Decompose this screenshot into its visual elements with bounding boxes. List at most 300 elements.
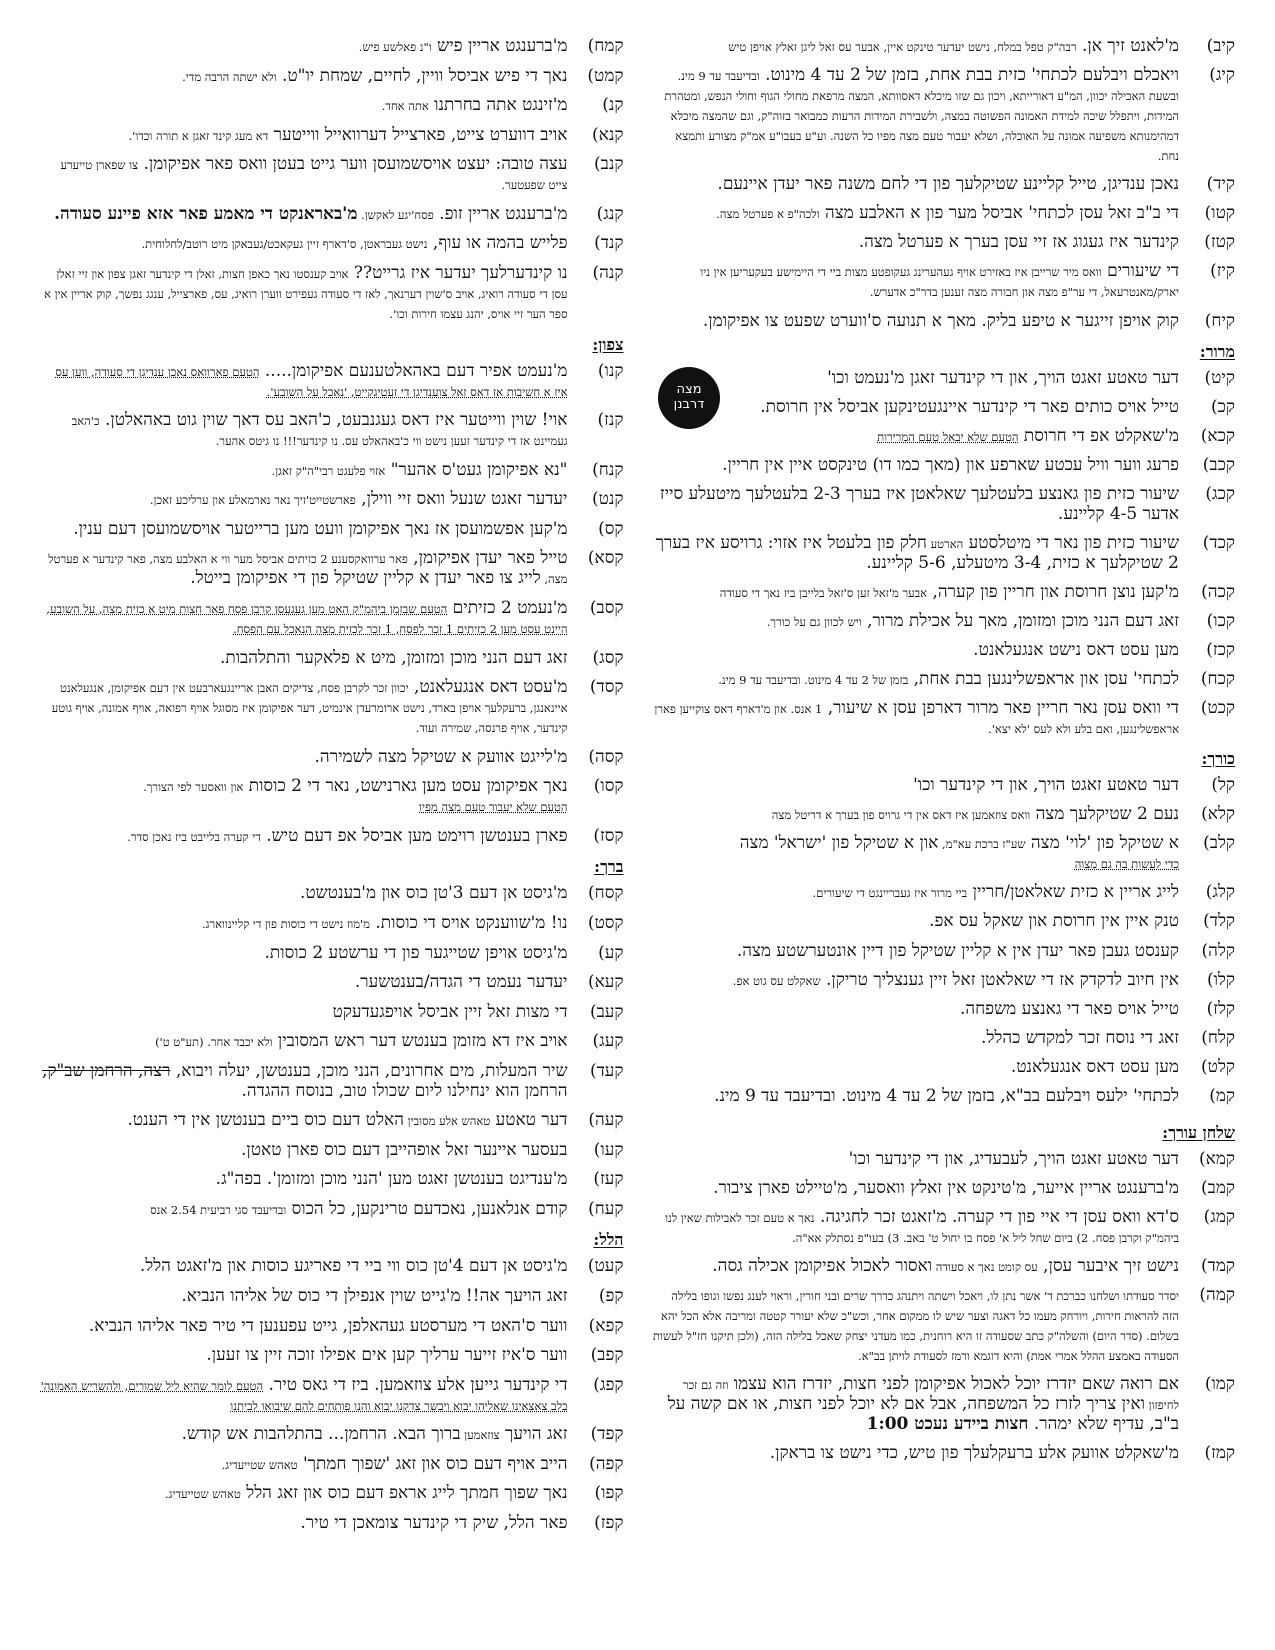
entry-main-text: מען עסט דאס נישט אנגעלאנט. xyxy=(973,640,1179,661)
entry-main-text: יעדער נעמט די הגדה/בענטשער. xyxy=(354,972,568,993)
list-item xyxy=(40,883,624,903)
entry-number: קפג) xyxy=(593,1374,624,1395)
entry-main-text: די וואס עסן נאר חריין פאר מרור דארפן עסן א שיעור, xyxy=(822,698,1179,719)
entry-number: קסב) xyxy=(589,597,624,618)
entry-note: כ'האב געמיינט אז די קינדער זעען נישט ווי כ'באהאלט עס. נו קינדער!!! נו גיטס אהער. xyxy=(71,414,568,449)
entry-main-text: הייב אויף דעם כוס און זאג 'שפוך חמתך' xyxy=(297,1453,568,1474)
entry-text xyxy=(40,1345,568,1365)
entry-text xyxy=(40,1256,568,1276)
entry-main-text: מ'קען נוצן חרוסת און חריין פון קערה, xyxy=(927,581,1179,602)
entry-number: קנג) xyxy=(596,203,624,224)
entry-number: קיג) xyxy=(1209,65,1235,86)
list-item xyxy=(652,261,1236,301)
list-item xyxy=(40,1454,624,1474)
list-item xyxy=(652,1178,1236,1198)
entry-main-text: שיעור כזית פון נאר די מיטלסטע xyxy=(963,532,1179,553)
entry-number: קלז) xyxy=(1206,998,1235,1019)
entry-text xyxy=(40,943,568,963)
entry-text xyxy=(652,1285,1180,1365)
entry-number: קנח) xyxy=(592,459,624,480)
right-column xyxy=(652,36,1236,1630)
list-item xyxy=(652,611,1236,631)
entry-number: קיד) xyxy=(1206,174,1235,195)
entry-number: קכז) xyxy=(1206,640,1235,661)
entry-number: קסו) xyxy=(593,776,624,797)
entry-number: קכא) xyxy=(1200,425,1235,446)
entry-number: קלה) xyxy=(1201,940,1235,961)
entry-number: קכח) xyxy=(1200,669,1235,690)
entry-number: קסז) xyxy=(593,825,624,846)
entry-main-text: נישט זיך איבער עסן, xyxy=(1037,1255,1179,1276)
entry-number: קפו) xyxy=(594,1483,624,1504)
list-item xyxy=(40,519,624,539)
entry-number: קסה) xyxy=(588,746,624,767)
entry-text xyxy=(40,776,568,816)
entry-main-text: לכתחי' ילעס ויבלעם בב"א, בזמן של 2 עד 4 מינוט. ובדיעבד עד 9 מינ. xyxy=(714,1085,1179,1106)
list-item xyxy=(40,1256,624,1276)
list-item xyxy=(40,1424,624,1444)
entry-main-text-2: ואין צריך לזרז כל המשפחה, אבל אם לא יוכל לפני חצות, או אם קשה על ב"ב, עדיף שלא ימהר. xyxy=(667,1394,1179,1435)
entry-note: צוזאמען xyxy=(460,1428,500,1443)
left-column xyxy=(40,36,624,1630)
entry-number: קפב) xyxy=(590,1345,624,1366)
list-item xyxy=(40,36,624,56)
entry-number: קעב) xyxy=(589,1001,624,1022)
entry-note: אבער מ'זאל זען ס'זאל בלייבן ביז נאך די סעודה xyxy=(719,585,928,600)
list-item xyxy=(40,1199,624,1219)
entry-number: קסח) xyxy=(588,883,624,904)
entry-number: קנט) xyxy=(591,489,624,510)
entry-number: קסג) xyxy=(592,647,624,668)
list-item xyxy=(652,426,1236,446)
entry-text xyxy=(652,941,1180,961)
entry-number: קכב) xyxy=(1202,454,1235,475)
entry-note: 1 אנס. און מ'דארף דאס צוקייען פארן אראפשלינגען, ואם בלע ולא לעס 'לא יצא'. xyxy=(654,702,1179,737)
entry-note: ובדיעבד סגי רביעית 2.54 אנס xyxy=(150,1202,287,1217)
entry-note: אתה אחד. xyxy=(381,99,429,114)
entry-number: קע) xyxy=(598,942,624,963)
entry-note: עס קומט נאך א סעודה xyxy=(932,1259,1038,1274)
entry-number: קל) xyxy=(1211,775,1235,796)
entry-main-text: לייג אריין א כזית שאלאטן/חריין xyxy=(967,882,1179,903)
list-item xyxy=(40,943,624,963)
list-item xyxy=(40,1316,624,1336)
entry-text xyxy=(40,1110,568,1130)
entry-number: קנב) xyxy=(594,154,624,175)
entry-text xyxy=(40,1483,568,1503)
list-item xyxy=(652,1057,1236,1077)
entry-main-text-2: ברוך הבא. הרחמן... בהתלהבות אש קודש. xyxy=(181,1424,461,1445)
entry-note: דא מעג קינד זאגן א תורה וכדו'. xyxy=(128,128,269,143)
list-item xyxy=(652,669,1236,689)
entry-text xyxy=(40,1454,568,1474)
entry-main-text: נאכן ענדיגן, טייל קליינע שטיקלעך פון די לחם משנה פאר יעדן איינעם. xyxy=(717,174,1179,195)
entry-number: קטז) xyxy=(1204,232,1235,253)
entry-number: קמד) xyxy=(1201,1255,1235,1276)
entry-text xyxy=(652,455,1180,475)
entry-note: טאהש שטייעדיג. xyxy=(221,1457,298,1472)
entry-number: קמג) xyxy=(1203,1206,1235,1227)
list-item xyxy=(652,1374,1236,1434)
entry-note: שע"ז ברכת עא"מ, xyxy=(938,837,1026,852)
matzah-derabanan-badge xyxy=(658,367,720,429)
entry-note: יכוון זכר לקרבן פסח, צדיקים האבן אריינגעארבעט אין דעם אפיקומן, אנגעלאנט איינאנגן, ברעקלעך אויפן בארד, נישט ארומרעדן אינמיט, דער אפיקומן איז מסוגל אויף רפואה, אויף אמונה, אויף גוטע קינדער, אויף פרנסה, שמירה ועוד. xyxy=(51,681,568,736)
list-item xyxy=(652,65,1236,165)
entry-number: קיט) xyxy=(1204,367,1235,388)
entry-main-text: זאג דעם הנני מוכן ומזומן, מיט א פלאקער והתלהבות. xyxy=(219,647,568,668)
entry-note: שאקלט עס גוט אפ. xyxy=(732,973,821,988)
list-item xyxy=(40,826,624,846)
entry-number: קעג) xyxy=(592,1031,624,1052)
entry-note: און וואסער לפי הצורך. xyxy=(143,780,244,795)
entry-text xyxy=(652,397,1180,417)
list-item xyxy=(40,410,624,450)
entry-number: קעד) xyxy=(589,1060,624,1081)
list-item xyxy=(652,582,1236,602)
entry-note: הטעם פארוואס נאכן ענדיגן די סעודה, ווען עס איז א חשיבות אז דאס זאל צוענדיגן די זעטיגקייט, 'נאכל על השובע'. xyxy=(55,364,568,399)
entry-main-text-2: לייג צו פאר יעדן א קליין שטיקל פון די אפיקומן בייטל. xyxy=(190,568,541,589)
entry-main-text: טייל פאר יעדן אפיקומן, xyxy=(407,548,568,569)
entry-number: קיח) xyxy=(1204,310,1235,331)
entry-note: טאהש אלע מסובין xyxy=(404,1114,491,1129)
entry-number: קלד) xyxy=(1203,911,1235,932)
entry-main-text: קענסט געבן פאר יעדן אין א קליין שטיקל פון דיין אונטערשטע מצה. xyxy=(736,940,1179,961)
entry-main-text: קודם אנלאנען, נאכדעם טרינקען, כל הכוס xyxy=(286,1198,568,1219)
entry-number: קנא) xyxy=(592,124,624,145)
entry-main-text: מ'ברענגט אריין פיש xyxy=(431,36,568,56)
list-item xyxy=(652,882,1236,902)
list-item xyxy=(40,125,624,145)
list-item xyxy=(40,548,624,588)
entry-text xyxy=(652,1086,1180,1106)
entry-number: קנו) xyxy=(597,360,624,381)
entry-text xyxy=(40,36,568,56)
entry-main-text-2: און א שטיקל פון 'ישראל' מצה xyxy=(739,833,939,854)
entry-text xyxy=(652,1256,1180,1276)
entry-note: מ'מוז נישט די כוסות פון די קליינווארג. xyxy=(202,916,370,931)
list-item xyxy=(652,484,1236,524)
entry-number: קכד) xyxy=(1202,532,1235,553)
list-item xyxy=(40,1345,624,1365)
entry-note: אויב קענסטו נאך כאפן חצות, זאלן די קינדער זאגן צפון און זיי זאלן עסן די סעודה רואיג, אויב ס'שוין דערנאך, לאז די סעודה געפירט ווערן רואיג, עס, פארצייל, ענגג נפשך, קוק אריין אין א ספר הער זיי אויס, יהנג עצמו חירות וכו'. xyxy=(44,266,568,321)
list-item xyxy=(652,941,1236,961)
entry-note: הטעם לומר שהיא ליל שמורים, ולהשריש האמונה' בלב צאצאינו שאליהו יבוא ויבשר צדקנו יבוא והנו פותחים להם שיבואו לביתנו xyxy=(40,1378,568,1413)
entry-text xyxy=(652,911,1180,931)
entry-text xyxy=(652,368,1180,388)
entry-text xyxy=(652,65,1180,165)
entry-note: ובדיעבד עד 9 מינ. ובשעת האכילה יכוון, המ"ע דאורייתא, ויכון גם שזו מיכלא דאסוותא, המצה מרפאת מחולי הגוף וחולי הנפש, ומטהרת המידות, ויתפלל שיכה למידת האמונה הפשוטה במצה, ולשבירת המידות הרעות כמבואר בזוה"ק, וגם שהמצה מיכלא דמהימנותא משפיעה אמונה על האוכלה, ושלא יעבור טעם מצה מפיו כל השנה. וע"ע בעבו"ע אמ"ק מצורע ותמצא נחת. xyxy=(664,69,1179,164)
heading-shulchan-orech: שלחן עורך: xyxy=(1162,1122,1235,1142)
entry-note: וזה גם זכר לחיפזון xyxy=(682,1378,1179,1413)
entry-main-text: קוק אויפן זייגער א טיפע בליק. מאך א תנועה ס'ווערט שפעט צו אפיקומן. xyxy=(702,310,1179,331)
entry-text xyxy=(652,611,1180,631)
entry-main-text: מ'גיסט אן דעם 3'טן כוס און מ'בענטשט. xyxy=(299,883,568,904)
entry-number: קנה) xyxy=(592,262,624,283)
entry-note: הטעם שלא יבאל טעם המרירות xyxy=(877,429,1019,444)
list-item xyxy=(40,95,624,115)
entry-main-text: דער טאטע זאגט הויך, און די קינדער זאגן מ'נעמט וכו' xyxy=(827,367,1179,388)
entry-text xyxy=(40,95,568,115)
entry-text xyxy=(652,698,1180,738)
list-item xyxy=(652,1028,1236,1048)
entry-main-text: אוי! שוין ווייטער איז דאס געגנבעט, כ'האב עס דאך שוין גוט באהאלטן. xyxy=(99,410,568,431)
heading-korech: כורך: xyxy=(1201,749,1235,769)
entry-main-text: נאך שפוך חמתך לייג אראפ דעם כוס און זאג הלל xyxy=(240,1483,568,1504)
entry-main-text: לכתחי' עסן און אראפשלינגען בבת אחת, xyxy=(908,669,1179,690)
entry-struck-text: רצה, הרחמן שב"ק, xyxy=(42,1060,171,1081)
entry-main-text: מ'זינגט אתה בחרתנו xyxy=(428,95,568,116)
list-item xyxy=(40,233,624,253)
entry-note: ו"נ פאלשע פיש. xyxy=(358,40,432,54)
heading-hallel: הלל: xyxy=(593,1230,624,1250)
entry-text xyxy=(652,203,1180,223)
entry-note: טאהש שטייעדיג. xyxy=(164,1487,241,1502)
entry-note: צו שפארן טייערע צייט שפעטער. xyxy=(60,158,568,193)
entry-main-text: אין חיוב לדקדק אז די שאלאטן זאל זיין גענצליך טריקן. xyxy=(820,969,1179,990)
entry-main-text: מ'גיסט אויפן שטייגער פון די ערשטע 2 כוסות. xyxy=(264,942,568,963)
entry-text xyxy=(652,533,1180,573)
entry-number: קלו) xyxy=(1206,969,1235,990)
list-item xyxy=(652,999,1236,1019)
list-item xyxy=(40,1110,624,1130)
entry-main-text: טייל אויס כותים פאר די קינדער איינגעטינקען אביסל אין חרוסת. xyxy=(760,396,1179,417)
list-item xyxy=(652,1256,1236,1276)
badge-line-1: מצה xyxy=(676,382,702,398)
entry-number: קמה) xyxy=(1199,1285,1235,1306)
list-item xyxy=(40,1002,624,1022)
entry-text xyxy=(40,125,568,145)
entry-number: קנז) xyxy=(597,410,624,431)
entry-number: קעט) xyxy=(587,1256,624,1277)
entry-text xyxy=(40,747,568,767)
entry-number: קסא) xyxy=(587,548,624,569)
entry-text xyxy=(40,1286,568,1306)
entry-note: ולא יכבד אחר. (תע"ט ט') xyxy=(155,1035,273,1050)
entry-text xyxy=(652,1028,1180,1048)
entry-number: קעא) xyxy=(587,972,624,993)
entry-number: קכט) xyxy=(1200,698,1235,719)
list-item xyxy=(652,533,1236,573)
list-item xyxy=(40,1483,624,1503)
entry-number: קמב) xyxy=(1201,1177,1235,1198)
entry-note: פסח'יגע לאקשן. xyxy=(357,207,434,222)
right-section-shulchan-orech xyxy=(652,1149,1236,1473)
entry-text xyxy=(40,460,568,480)
entry-number: קסד) xyxy=(589,677,624,698)
entry-bold-text: חצות ביידע נעכט 1:00 xyxy=(866,1414,1029,1435)
entry-number: קעח) xyxy=(588,1198,624,1219)
entry-main-text: מ'נעמט 2 כזיתים xyxy=(447,597,568,618)
entry-main-text-2: ואסור לאכול אפיקומן אכילה גסה. xyxy=(712,1255,933,1276)
list-item xyxy=(40,66,624,86)
entry-text xyxy=(652,999,1180,1019)
entry-main-text: דער טאטע xyxy=(490,1110,568,1131)
entry-text xyxy=(40,598,568,638)
entry-text xyxy=(652,1178,1180,1198)
entry-main-text: ויאכלם ויבלעם לכתחי' כזית בבת אחת, בזמן של 2 עד 4 מינוט. xyxy=(759,65,1179,86)
list-item xyxy=(652,36,1236,56)
entry-text xyxy=(652,833,1180,873)
list-item xyxy=(652,833,1236,873)
entry-text xyxy=(40,913,568,933)
entry-number: קלא) xyxy=(1201,804,1235,825)
entry-main-text: מ'לייגט אוועק א שטיקל מצה לשמירה. xyxy=(314,746,568,767)
entry-text xyxy=(40,519,568,539)
entry-main-text: מען עסט דאס אנגעלאנט. xyxy=(1010,1056,1179,1077)
entry-number: קפ) xyxy=(598,1286,624,1307)
entry-note: ולכה"פ א פערטל מצה. xyxy=(716,207,820,222)
entry-text xyxy=(40,1316,568,1336)
entry-note: בזמן של 2 עד 4 מינוט. ובדיעבד עד 9 מינ. xyxy=(718,673,909,688)
entry-note: ביי מרור איז געבריינגט די שיעורים. xyxy=(812,886,968,901)
entry-note-2: הטעם שלא יעבור טעם מצה מפיו xyxy=(419,800,568,815)
entry-text xyxy=(652,232,1180,252)
entry-text xyxy=(652,1443,1180,1463)
entry-number: קכג) xyxy=(1205,483,1235,504)
entry-note: וואס מיר שרייבן איז באזירט אויף געהערינג געקופטע מצות ביי די היימישע בעקעריען אין ניו יארק/מאנטרעאל, די ער"פ מצה און חבורה מצה זענען בדר"כ אדערש. xyxy=(700,265,1179,300)
list-item xyxy=(652,775,1236,795)
list-item xyxy=(652,911,1236,931)
entry-main-text: די ב"ב זאל עסן לכתחי' אביסל מער פון א האלבע מצה xyxy=(819,203,1179,224)
entry-note: רבה"ק טפל במלח, נישט יעדער טינקט איין, אבער עס זאל ליגן זאלץ אויפן טיש xyxy=(728,40,1077,54)
entry-main-text: "נא אפיקומן געט'ס אהער" xyxy=(385,459,568,480)
heading-maror: מרור: xyxy=(1199,341,1235,361)
entry-number: קלב) xyxy=(1203,833,1235,854)
entry-number: קיב) xyxy=(1206,36,1235,56)
entry-main-text: מ'ענדיגט בענטשן זאגט מען 'הנני מוכן ומזומן'. בפה"ג. xyxy=(215,1169,568,1190)
list-item xyxy=(40,913,624,933)
entry-note: אזוי פלעגט רבי"ה"ק זאגן. xyxy=(271,463,386,478)
entry-text xyxy=(652,484,1180,524)
entry-text xyxy=(652,640,1180,660)
badge-line-2: דרבנן xyxy=(673,397,705,412)
entry-main-text-2: חלק פון בלעטל איז אזוי: גרויסע איז בערך 2 שטיקלעך א כזית, 3-4 מיטעלע, 5-6 קליינע. xyxy=(655,532,1179,573)
entry-number: קמז) xyxy=(1204,1443,1235,1464)
list-item xyxy=(652,397,1236,417)
entry-number: קעז) xyxy=(593,1169,624,1190)
entry-number: קכ) xyxy=(1210,396,1235,417)
entry-number: קכו) xyxy=(1206,610,1235,631)
list-item xyxy=(40,1169,624,1189)
list-item xyxy=(40,489,624,509)
entry-main-text: די קינדער גייען אלע צוזאמען. ביז די גאס טיר. xyxy=(263,1374,568,1395)
entry-main-text: מ'גיסט אן דעם 4'טן כוס ווי ביי די פאריגע כוסות און מ'זאגט הלל. xyxy=(139,1256,568,1277)
entry-number: קטו) xyxy=(1204,203,1235,224)
entry-main-text: נאך די פיש אביסל וויין, לחיים, שמחת יו"ט. xyxy=(276,65,568,86)
left-section-tzafun xyxy=(40,361,624,856)
list-item xyxy=(40,204,624,224)
entry-main-text: די שיעורים xyxy=(1101,261,1179,282)
entry-main-text: זאג הויעך xyxy=(499,1424,568,1445)
entry-text xyxy=(652,1149,1180,1169)
entry-note: ויש לכוון גם על כורך. xyxy=(766,614,862,629)
list-item xyxy=(40,263,624,323)
entry-main-text: דער טאטע זאגט הויך, און די קינדער וכו' xyxy=(913,775,1179,796)
entry-main-text: זאג די נוסח זכר למקדש כהלל. xyxy=(981,1027,1179,1048)
left-section-barech xyxy=(40,883,624,1228)
entry-text xyxy=(652,426,1180,446)
list-item xyxy=(652,804,1236,824)
list-item xyxy=(652,1285,1236,1365)
list-item xyxy=(40,1286,624,1306)
entry-text xyxy=(652,36,1180,56)
entry-main-text: מ'שאקלט אוועק אלע ברעקלעלך פון טיש, כדי נישט צו בראקן. xyxy=(769,1443,1179,1464)
entry-note: יסדר סעודתו ושלחנו כברכת ד' אשר נתן לו, ויאכל וישתה ויתנהג כדרך שרים ובני חורין, וראוי לענג נפשו וגופו בלילה הזה להראות חירות, ויורחק מעמו כל דאגה וצער שיש לו ממקום אחר, וכש"כ שלא יעורר קטטה ומריבה אלא הכל יהא בשלום. (סדר היום) והשלה"ק כתב שסעודה זו היא רוחנית, כמו מעדני יצחק שאכל בלילה הזה, (ולכן תיקנו חז"ל לעשות הסעודה באמצע ההלל אמרי אמת) והיא דוגמא ורמז לסעודת לויתן בב"א. xyxy=(652,1289,1179,1364)
entry-main-text: ס'דא וואס עסן די איי פון די קערה. מ'זאגט זכר לחגיגה. xyxy=(814,1206,1179,1227)
entry-main-text: נו קינדערלעך יעדער איז גרייט?? xyxy=(348,262,568,283)
entry-main-text: מ'נעמט אפיר דעם באהאלטענעם אפיקומן..... xyxy=(259,360,568,381)
heading-tzafun: צפון: xyxy=(592,334,624,354)
list-item xyxy=(652,311,1236,331)
list-item xyxy=(652,1207,1236,1247)
entry-bold-text: מ'באראנקט די מאמע פאר אזא פיינע סעודה. xyxy=(54,203,358,224)
entry-main-text: פאר הלל, שיק די קינדער צומאכן די טיר. xyxy=(300,1512,568,1533)
entry-number: קמ) xyxy=(1209,1085,1235,1106)
entry-main-text: זאג דעם הנני מוכן ומזומן, מאך על אכילת מרור, xyxy=(861,610,1179,631)
list-item xyxy=(40,1513,624,1533)
entry-main-text: טנק איין אין חרוסת און שאקל עס אפ. xyxy=(929,911,1179,932)
entry-number: קס) xyxy=(598,518,624,539)
entry-text xyxy=(40,972,568,992)
entry-note: וואס צוזאמען איז דאס אין די גרויס פון בערך א דריטל מצה xyxy=(771,808,1031,823)
list-item xyxy=(652,203,1236,223)
entry-main-text: טייל אויס פאר די גאנצע משפחה. xyxy=(959,998,1179,1019)
entry-text xyxy=(40,1002,568,1022)
entry-text xyxy=(40,361,568,401)
entry-text xyxy=(40,1424,568,1444)
entry-main-text: פרעג ווער וויל עכטע שארפע און (מאך כמו דו) טינקסט איין אין חריין. xyxy=(722,454,1179,475)
list-item xyxy=(652,368,1236,388)
entry-text xyxy=(40,233,568,253)
entry-main-text: בעסער איינער זאל אופהייבן דעם כוס פארן טאטן. xyxy=(241,1139,568,1160)
entry-main-text: ווער ס'איז זייער ערליך קען אים אפילו זוכה זיין צו זעען. xyxy=(206,1345,568,1366)
entry-text xyxy=(652,882,1180,902)
entry-text xyxy=(40,1140,568,1160)
entry-text xyxy=(652,775,1180,795)
entry-text xyxy=(40,883,568,903)
right-section-korech xyxy=(652,775,1236,1115)
entry-note: הטעם שבזמן ביהמ"ק האט מען געגעסן קרבן פסח פאר חצות מיט א כזית מצה, על השובע, היינט עסט מען 2 כזיתים 1 זכר לפסח, 1 זכר לכזית מצה הנאכל עם הפסח. xyxy=(46,601,568,636)
entry-main-text: עצה טובה: יעצט אויסשמועסן ווער גייט בעטן וואס פאר אפיקומן. xyxy=(138,154,568,175)
entry-main-text: נאך אפיקומן עסט מען גארנישט, נאר די 2 כוסות xyxy=(243,776,568,797)
entry-note: פארשטייט'זיך נאר נארמאלע און ערליכע זאכן. xyxy=(149,493,356,508)
entry-main-text: דער טאטע זאגט הויך, לעבעדיג, און די קינדער וכו' xyxy=(848,1148,1179,1169)
entry-number: קלח) xyxy=(1201,1027,1235,1048)
list-item xyxy=(652,1443,1236,1463)
list-item xyxy=(40,1061,624,1101)
entry-number: קפה) xyxy=(589,1453,624,1474)
entry-main-text: פארן בענטשן רוימט מען אביסל אפ דעם טיש. xyxy=(260,825,568,846)
entry-number: קפז) xyxy=(594,1512,624,1533)
entry-number: קמט) xyxy=(587,65,624,86)
entry-note: ולא ישתה הרבה מדי. xyxy=(182,69,277,84)
list-item xyxy=(40,361,624,401)
entry-number: קנ) xyxy=(602,95,624,116)
entry-main-text: מ'לאנט זיך אן. xyxy=(1076,36,1179,56)
entry-number: קלג) xyxy=(1205,882,1235,903)
entry-note: נישט געבראטן, ס'דארף זיין געקאכט/געבאקן מיט רוטב/לחלוחית. xyxy=(141,237,428,252)
list-item xyxy=(40,1031,624,1051)
entry-main-text: מ'עסט דאס אנגעלאנט, xyxy=(408,677,568,698)
entry-number: קלט) xyxy=(1201,1056,1235,1077)
right-section-maror xyxy=(652,368,1236,748)
entry-main-text: א שטיקל פון 'לוי' מצה xyxy=(1025,833,1179,854)
entry-text xyxy=(40,204,568,224)
entry-note: נאך א טעם זכר לאבילות שאין לנו ביהמ"ק וקרבן פסח. 2) ביום שחל ליל א' פסח בו יחול ט' באב. 3) בעו"פ נסתלק אא"ה. xyxy=(665,1210,1179,1245)
list-item xyxy=(40,598,624,638)
entry-main-text: מ'ברענגט אריין אייער, מ'טינקט אין זאלץ וואסער, מ'טיילט פארן ציבור. xyxy=(713,1177,1179,1198)
list-item xyxy=(652,970,1236,990)
